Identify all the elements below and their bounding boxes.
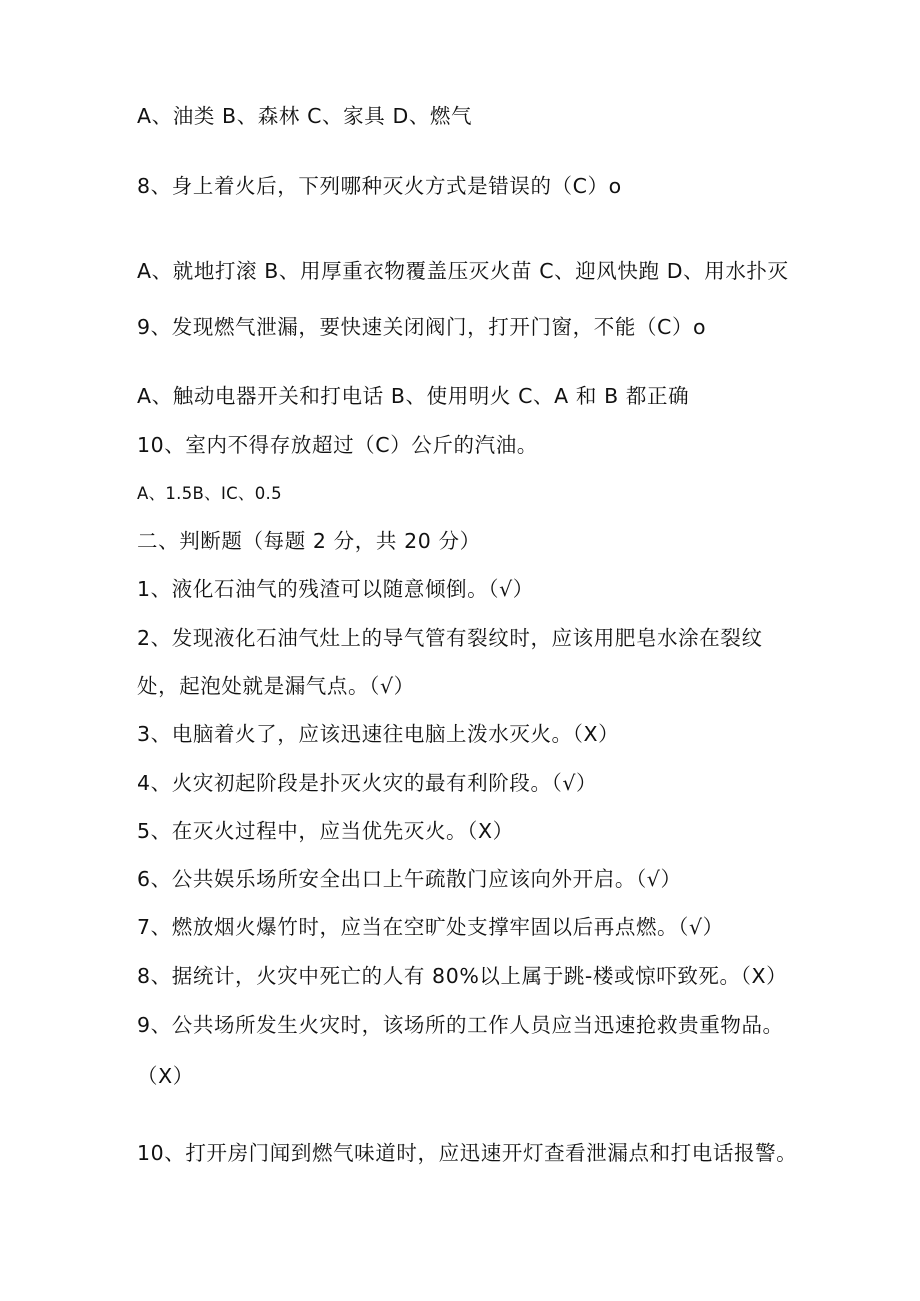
tf-item-5: 5、在灭火过程中，应当优先灭火。（X） (137, 819, 514, 843)
tf-item-9-answer: （X） (137, 1064, 194, 1088)
section-heading-true-false: 二、判断题（每题 2 分，共 20 分） (137, 529, 481, 553)
tf-item-3: 3、电脑着火了，应该迅速往电脑上泼水灭火。（X） (137, 722, 620, 746)
q9-question: 9、发现燃气泄漏，要快速关闭阀门，打开门窗，不能（C）o (137, 315, 707, 339)
q10-options: A、1.5B、IC、0.5 (137, 484, 282, 503)
q8-options: A、就地打滚 B、用厚重衣物覆盖压灭火苗 C、迎风快跑 D、用水扑灭 (137, 259, 789, 283)
q9-options: A、触动电器开关和打电话 B、使用明火 C、A 和 B 都正确 (137, 384, 690, 408)
tf-item-6: 6、公共娱乐场所安全出口上午疏散门应该向外开启。（√） (137, 867, 682, 891)
q10-question: 10、室内不得存放超过（C）公斤的汽油。 (137, 433, 538, 457)
tf-item-1: 1、液化石油气的残渣可以随意倾倒。（√） (137, 577, 534, 601)
tf-item-7: 7、燃放烟火爆竹时，应当在空旷处支撑牢固以后再点燃。（√） (137, 915, 724, 939)
tf-item-4: 4、火灾初起阶段是扑灭火灾的最有利阶段。（√） (137, 771, 598, 795)
tf-item-2: 2、发现液化石油气灶上的导气管有裂纹时，应该用肥皂水涂在裂纹 (137, 626, 763, 650)
tf-item-10: 10、打开房门闻到燃气味道时，应迅速开灯查看泄漏点和打电话报警。 (137, 1141, 798, 1165)
tf-item-9: 9、公共场所发生火灾时，该场所的工作人员应当迅速抢救贵重物品。 (137, 1013, 784, 1037)
q7-options: A、油类 B、森林 C、家具 D、燃气 (137, 104, 473, 128)
q8-question: 8、身上着火后，下列哪种灭火方式是错误的（C）o (137, 174, 622, 198)
tf-item-2-continued: 处，起泡处就是漏气点。（√） (137, 674, 415, 698)
tf-item-8: 8、据统计，火灾中死亡的人有 80%以上属于跳-楼或惊吓致死。（X） (137, 964, 788, 988)
